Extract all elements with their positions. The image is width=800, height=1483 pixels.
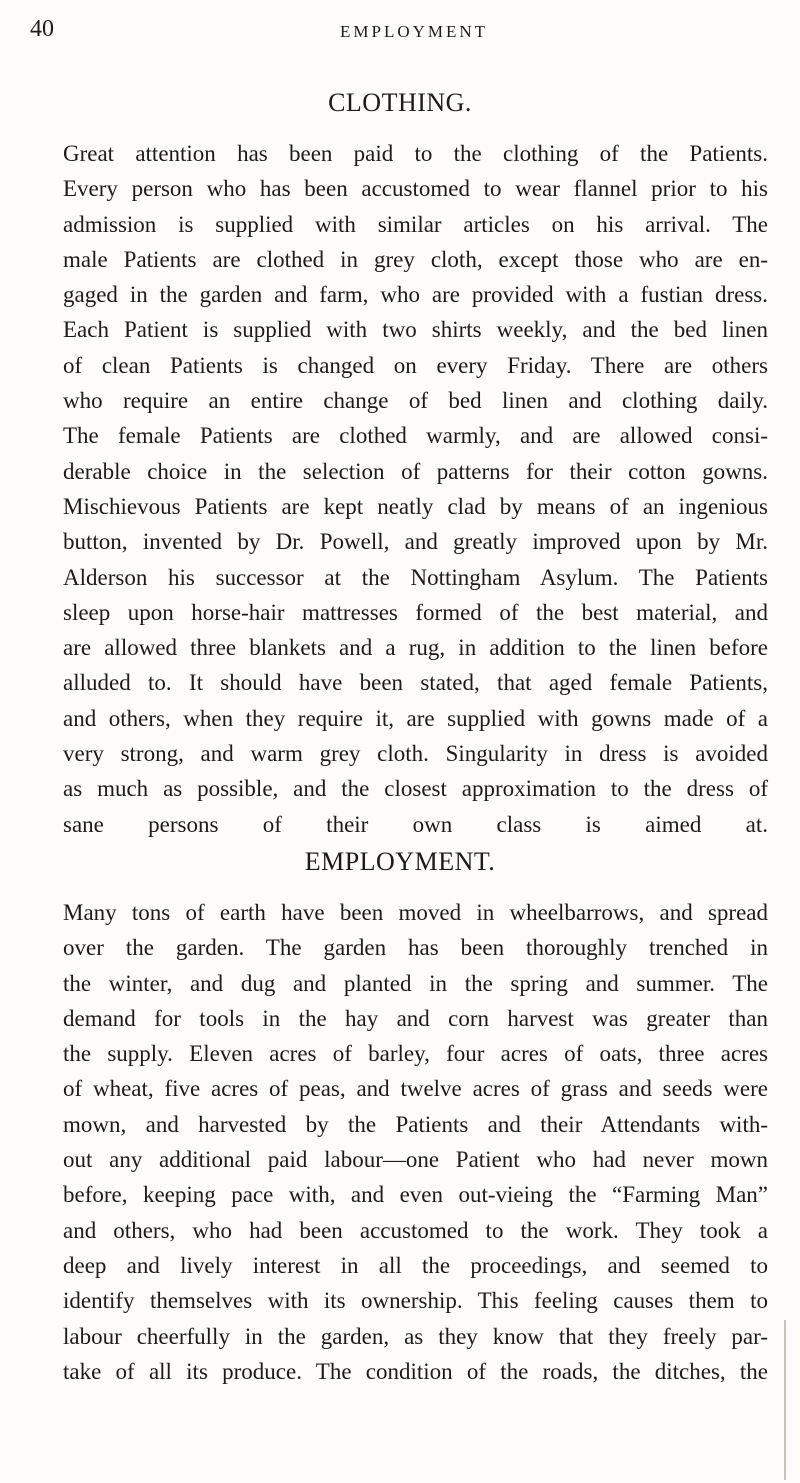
text-line: before, keeping pace with, and even out-vieing the “Farming Man” xyxy=(63,1182,768,1208)
text-line: Alderson his successor at the Nottingham Asylum. The Patients xyxy=(63,564,768,590)
text-line: and others, when they require it, are supplied with gowns made of a xyxy=(63,705,768,731)
paragraph-employment xyxy=(63,895,768,1389)
page-number: 40 xyxy=(30,16,54,42)
text-line: alluded to. It should have been stated, that aged female Patients, xyxy=(63,670,768,696)
text-line: take of all its produce. The condition of the roads, the ditches, the xyxy=(63,1358,768,1384)
text-line: Every person who has been accustomed to wear flannel prior to his xyxy=(63,176,768,202)
text-line: Each Patient is supplied with two shirts weekly, and the bed linen xyxy=(63,317,768,343)
text-line: male Patients are clothed in grey cloth, except those who are en- xyxy=(63,246,768,272)
text-line: admission is supplied with similar articles on his arrival. The xyxy=(63,211,768,237)
text-line: deep and lively interest in all the proceedings, and seemed to xyxy=(63,1252,768,1278)
page-edge-shadow xyxy=(784,1320,786,1480)
text-line: mown, and harvested by the Patients and their Attendants with- xyxy=(63,1111,768,1137)
paragraph-clothing xyxy=(63,136,768,842)
text-line: The female Patients are clothed warmly, and are allowed consi- xyxy=(63,423,768,449)
text-line: sane persons of their own class is aimed at. xyxy=(63,811,768,837)
text-line: of clean Patients is changed on every Friday. There are others xyxy=(63,352,768,378)
text-line: sleep upon horse-hair mattresses formed of the best material, and xyxy=(63,599,768,625)
text-line: identify themselves with its ownership. This feeling causes them to xyxy=(63,1288,768,1314)
text-line: demand for tools in the hay and corn harvest was greater than xyxy=(63,1005,768,1031)
text-line: very strong, and warm grey cloth. Singularity in dress is avoided xyxy=(63,741,768,767)
text-line: button, invented by Dr. Powell, and greatly improved upon by Mr. xyxy=(63,529,768,555)
text-line: of wheat, five acres of peas, and twelve acres of grass and seeds were xyxy=(63,1076,768,1102)
text-line: over the garden. The garden has been thoroughly trenched in xyxy=(63,935,768,961)
section-heading-clothing: CLOTHING. xyxy=(328,88,472,117)
text-line: the supply. Eleven acres of barley, four acres of oats, three acres xyxy=(63,1041,768,1067)
text-line: labour cheerfully in the garden, as they know that they freely par- xyxy=(63,1323,768,1349)
text-line: derable choice in the selection of patterns for their cotton gowns. xyxy=(63,458,768,484)
running-title: EMPLOYMENT xyxy=(340,22,489,41)
text-line: as much as possible, and the closest approximation to the dress of xyxy=(63,776,768,802)
section-heading-employment: EMPLOYMENT. xyxy=(304,847,496,876)
text-line: Many tons of earth have been moved in wheelbarrows, and spread xyxy=(63,900,768,925)
text-line: out any additional paid labour—one Patient who had never mown xyxy=(63,1147,768,1173)
text-line: the winter, and dug and planted in the spring and summer. The xyxy=(63,970,768,996)
text-line: gaged in the garden and farm, who are provided with a fustian dress. xyxy=(63,282,768,308)
text-line: Great attention has been paid to the clothing of the Patients. xyxy=(63,141,768,166)
text-line: Mischievous Patients are kept neatly clad by means of an ingenious xyxy=(63,493,768,519)
text-line: and others, who had been accustomed to the work. They took a xyxy=(63,1217,768,1243)
running-head xyxy=(30,16,770,46)
text-line: who require an entire change of bed linen and clothing daily. xyxy=(63,388,768,414)
text-line: are allowed three blankets and a rug, in addition to the linen before xyxy=(63,635,768,661)
